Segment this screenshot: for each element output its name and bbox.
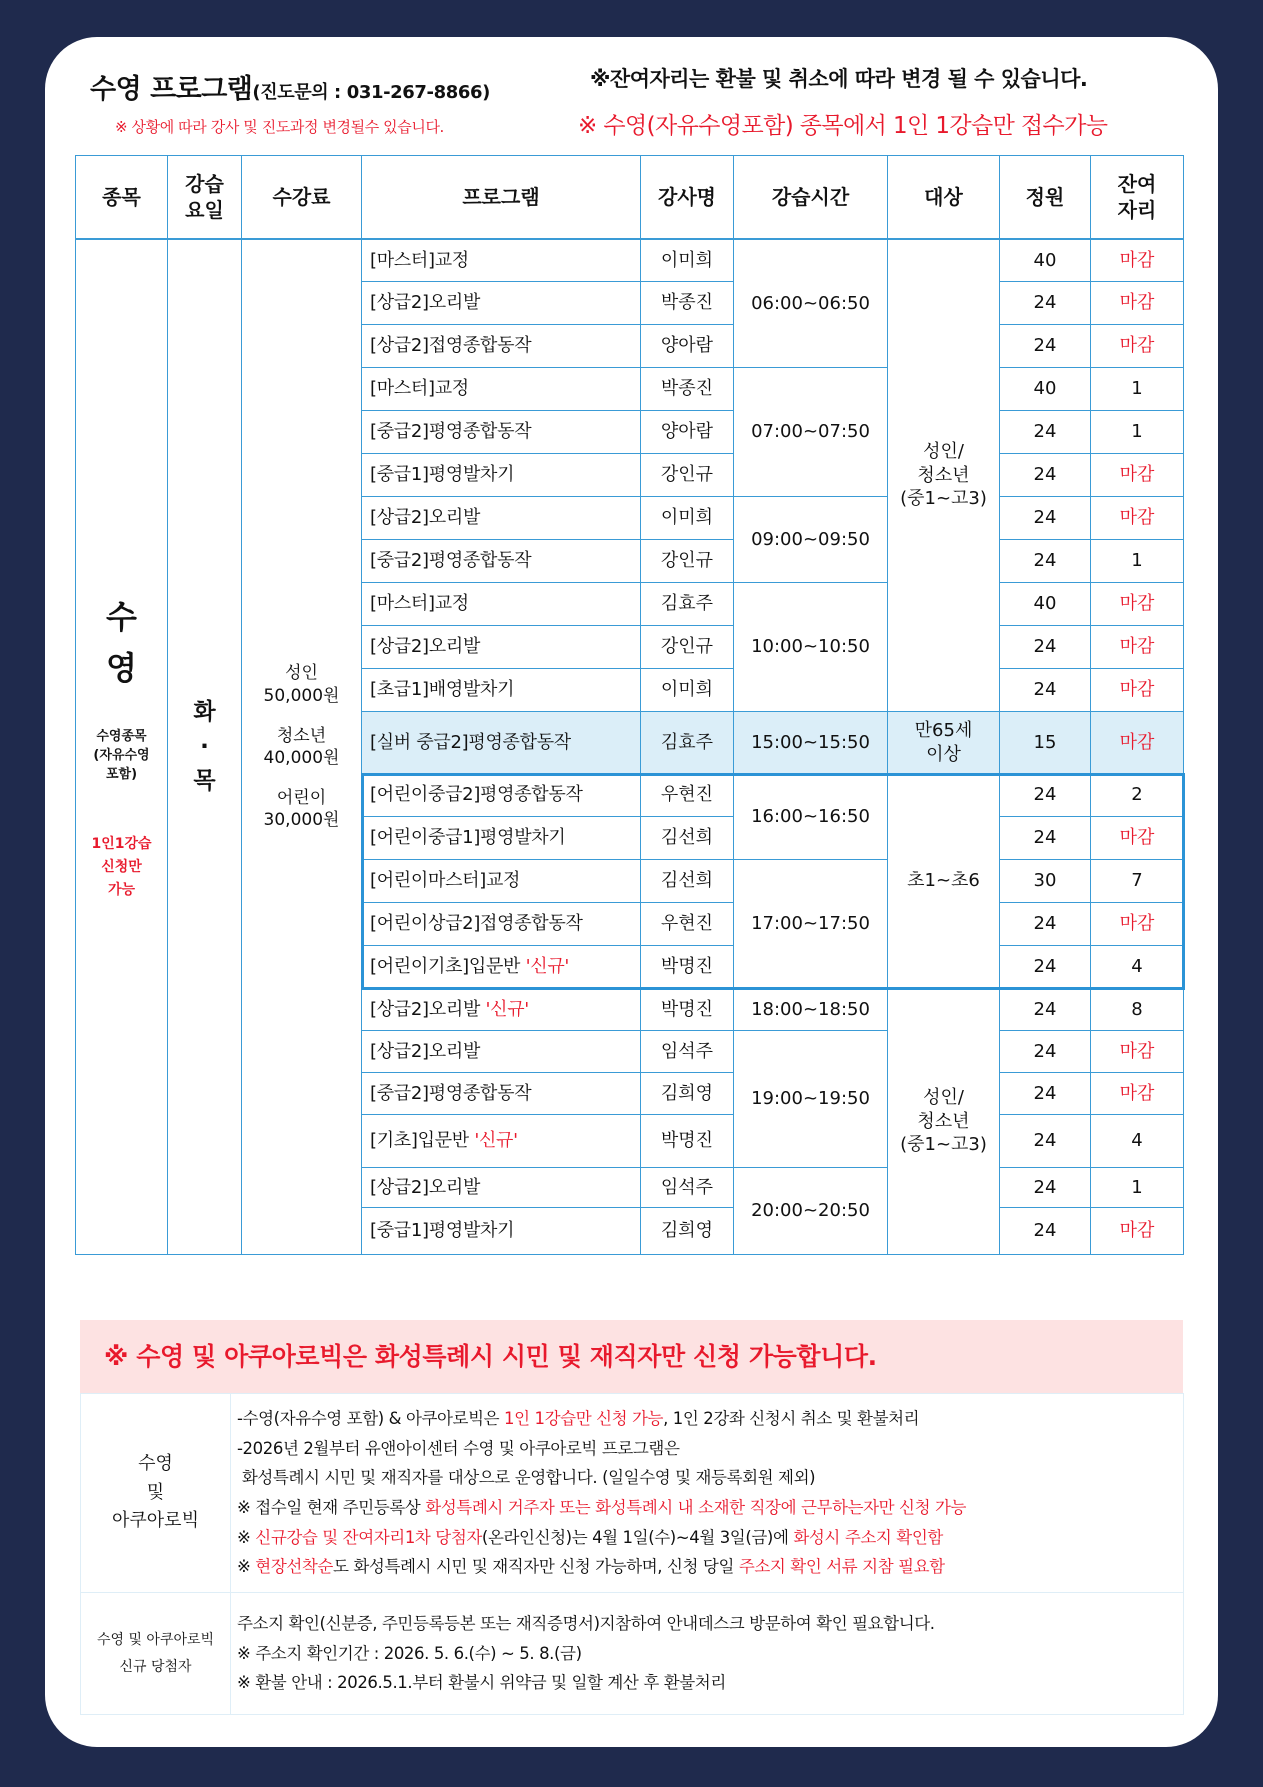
category-cell bbox=[76, 239, 168, 1255]
program-cell: [중급2]평영종합동작 bbox=[362, 540, 641, 583]
program-cell: [마스터]교정 bbox=[362, 368, 641, 411]
schedule-sheet bbox=[45, 37, 1218, 1747]
remaining-cell: 마감 bbox=[1091, 1073, 1184, 1115]
remaining-cell: 마감 bbox=[1091, 282, 1184, 325]
col-header-target: 대상 bbox=[888, 156, 1000, 239]
instructor-cell: 임석주 bbox=[641, 1168, 734, 1208]
remaining-cell: 7 bbox=[1091, 860, 1184, 903]
time-cell: 15:00~15:50 bbox=[734, 712, 888, 774]
capacity-cell: 24 bbox=[1000, 817, 1091, 860]
capacity-cell: 24 bbox=[1000, 1208, 1091, 1255]
remaining-cell: 마감 bbox=[1091, 497, 1184, 540]
target-cell: 성인/ 청소년 (중1~고3) bbox=[888, 239, 1000, 712]
time-cell: 20:00~20:50 bbox=[734, 1168, 888, 1255]
capacity-cell: 24 bbox=[1000, 946, 1091, 989]
program-cell: [상급2]오리발 bbox=[362, 1031, 641, 1073]
program-cell: [중급1]평영발차기 bbox=[362, 1208, 641, 1255]
capacity-cell: 24 bbox=[1000, 626, 1091, 669]
capacity-cell: 40 bbox=[1000, 583, 1091, 626]
instructor-cell: 박명진 bbox=[641, 1115, 734, 1168]
program-cell: [실버 중급2]평영종합동작 bbox=[362, 712, 641, 774]
capacity-cell: 24 bbox=[1000, 325, 1091, 368]
capacity-cell: 40 bbox=[1000, 239, 1091, 282]
program-cell: [중급2]평영종합동작 bbox=[362, 1073, 641, 1115]
fee-youth-label: 청소년 bbox=[276, 725, 327, 746]
program-cell: [중급1]평영발차기 bbox=[362, 454, 641, 497]
fee-child-label: 어린이 bbox=[276, 787, 327, 808]
info-body-new-winners bbox=[231, 1593, 1184, 1715]
capacity-cell: 24 bbox=[1000, 989, 1091, 1031]
info-table bbox=[80, 1393, 1184, 1715]
remaining-cell: 1 bbox=[1091, 368, 1184, 411]
remaining-cell: 2 bbox=[1091, 774, 1184, 817]
program-cell: [상급2]오리발 bbox=[362, 282, 641, 325]
day-separator: · bbox=[200, 733, 209, 760]
col-header-fee: 수강료 bbox=[242, 156, 362, 239]
capacity-cell: 24 bbox=[1000, 540, 1091, 583]
time-cell: 16:00~16:50 bbox=[734, 774, 888, 860]
info-line: ※ 환불 안내 : 2026.5.1.부터 환불시 위약금 및 일할 계산 후 환불처리 bbox=[237, 1673, 726, 1693]
program-cell: [어린이마스터]교정 bbox=[362, 860, 641, 903]
target-cell: 성인/ 청소년 (중1~고3) bbox=[888, 989, 1000, 1255]
program-cell: [중급2]평영종합동작 bbox=[362, 411, 641, 454]
info-label-swim-aqua: 수영 및 아쿠아로빅 bbox=[81, 1394, 231, 1593]
instructor-cell: 김선희 bbox=[641, 817, 734, 860]
time-cell: 09:00~09:50 bbox=[734, 497, 888, 583]
col-header-program: 프로그램 bbox=[362, 156, 641, 239]
instructor-cell: 강인규 bbox=[641, 454, 734, 497]
instructor-cell: 박종진 bbox=[641, 368, 734, 411]
capacity-cell: 24 bbox=[1000, 903, 1091, 946]
category-rule: 1인1강습 신청만 가능 bbox=[91, 835, 152, 898]
fee-child: 30,000원 bbox=[263, 809, 340, 830]
capacity-cell: 24 bbox=[1000, 1168, 1091, 1208]
info-line: -수영(자유수영 포함) & 아쿠아로빅은 1인 1강습만 신청 가능, 1인 2강좌 신청시 취소 및 환불처리 bbox=[237, 1409, 920, 1428]
col-header-category: 종목 bbox=[76, 156, 168, 239]
instructor-cell: 우현진 bbox=[641, 903, 734, 946]
capacity-cell: 24 bbox=[1000, 454, 1091, 497]
program-cell: [상급2]오리발 bbox=[362, 497, 641, 540]
fee-adult: 50,000원 bbox=[263, 685, 340, 706]
time-cell: 19:00~19:50 bbox=[734, 1031, 888, 1168]
time-cell: 07:00~07:50 bbox=[734, 368, 888, 497]
remaining-cell: 8 bbox=[1091, 989, 1184, 1031]
col-header-remaining: 잔여 자리 bbox=[1091, 156, 1184, 239]
page-title bbox=[90, 67, 490, 106]
program-cell: [초급1]배영발차기 bbox=[362, 669, 641, 712]
program-cell: [마스터]교정 bbox=[362, 239, 641, 282]
info-row bbox=[81, 1593, 1184, 1715]
program-cell: [상급2]오리발 bbox=[362, 1168, 641, 1208]
category-name: 수 영 bbox=[106, 597, 137, 687]
instructor-cell: 김효주 bbox=[641, 583, 734, 626]
col-header-time: 강습시간 bbox=[734, 156, 888, 239]
time-cell: 17:00~17:50 bbox=[734, 860, 888, 989]
fee-cell bbox=[242, 239, 362, 1255]
capacity-cell: 15 bbox=[1000, 712, 1091, 774]
target-cell: 초1~초6 bbox=[888, 774, 1000, 989]
day-thu: 목 bbox=[193, 768, 216, 794]
instructor-cell: 임석주 bbox=[641, 1031, 734, 1073]
new-class-tag: '신규' bbox=[485, 998, 529, 1020]
program-cell: [어린이상급2]접영종합동작 bbox=[362, 903, 641, 946]
title-text: 수영 프로그램 bbox=[90, 74, 253, 105]
new-class-tag: '신규' bbox=[525, 956, 570, 978]
instructor-cell: 김희영 bbox=[641, 1208, 734, 1255]
capacity-cell: 24 bbox=[1000, 282, 1091, 325]
remaining-cell: 마감 bbox=[1091, 817, 1184, 860]
remaining-cell: 마감 bbox=[1091, 583, 1184, 626]
col-header-days: 강습 요일 bbox=[168, 156, 242, 239]
instructor-cell: 이미희 bbox=[641, 239, 734, 282]
remaining-cell: 1 bbox=[1091, 1168, 1184, 1208]
capacity-cell: 24 bbox=[1000, 1115, 1091, 1168]
instructor-cell: 이미희 bbox=[641, 497, 734, 540]
capacity-cell: 24 bbox=[1000, 669, 1091, 712]
capacity-cell: 24 bbox=[1000, 1031, 1091, 1073]
day-tue: 화 bbox=[193, 699, 216, 725]
capacity-cell: 24 bbox=[1000, 411, 1091, 454]
capacity-cell: 24 bbox=[1000, 1073, 1091, 1115]
table-header-row bbox=[76, 156, 1184, 239]
instructor-cell: 강인규 bbox=[641, 626, 734, 669]
remaining-cell: 마감 bbox=[1091, 1208, 1184, 1255]
remaining-cell: 마감 bbox=[1091, 626, 1184, 669]
info-body-swim-aqua bbox=[231, 1394, 1184, 1593]
remaining-cell: 마감 bbox=[1091, 712, 1184, 774]
remaining-cell: 마감 bbox=[1091, 669, 1184, 712]
time-cell: 10:00~10:50 bbox=[734, 583, 888, 712]
remaining-cell: 1 bbox=[1091, 540, 1184, 583]
category-note: 수영종목 (자유수영 포함) bbox=[93, 729, 150, 782]
info-label-new-winners: 수영 및 아쿠아로빅 신규 당첨자 bbox=[81, 1593, 231, 1715]
instructor-cell: 김효주 bbox=[641, 712, 734, 774]
program-cell: [상급2]오리발 '신규' bbox=[362, 989, 641, 1031]
info-line: 화성특례시 시민 및 재직자를 대상으로 운영합니다. (일일수영 및 재등록회원 제외) bbox=[237, 1468, 816, 1488]
schedule-table bbox=[75, 155, 1184, 1255]
new-class-tag: '신규' bbox=[474, 1130, 518, 1152]
instructor-cell: 우현진 bbox=[641, 774, 734, 817]
instructor-cell: 양아람 bbox=[641, 325, 734, 368]
instructor-cell: 김희영 bbox=[641, 1073, 734, 1115]
program-cell: [상급2]오리발 bbox=[362, 626, 641, 669]
remaining-cell: 4 bbox=[1091, 946, 1184, 989]
program-cell: [어린이중급1]평영발차기 bbox=[362, 817, 641, 860]
time-cell: 06:00~06:50 bbox=[734, 239, 888, 368]
program-cell: [상급2]접영종합동작 bbox=[362, 325, 641, 368]
remaining-cell: 마감 bbox=[1091, 903, 1184, 946]
info-line: ※ 접수일 현재 주민등록상 화성특례시 거주자 또는 화성특례시 내 소재한 직장에 근무하는자만 신청 가능 bbox=[237, 1498, 967, 1518]
col-header-capacity: 정원 bbox=[1000, 156, 1091, 239]
col-header-instructor: 강사명 bbox=[641, 156, 734, 239]
program-cell: [어린이중급2]평영종합동작 bbox=[362, 774, 641, 817]
instructor-cell: 박종진 bbox=[641, 282, 734, 325]
remaining-cell: 1 bbox=[1091, 411, 1184, 454]
remaining-cell: 마감 bbox=[1091, 454, 1184, 497]
time-cell: 18:00~18:50 bbox=[734, 989, 888, 1031]
fee-youth: 40,000원 bbox=[263, 747, 340, 768]
capacity-cell: 24 bbox=[1000, 497, 1091, 540]
target-cell: 만65세 이상 bbox=[888, 712, 1000, 774]
inquiry-phone: (진도문의 : 031-267-8866) bbox=[252, 82, 490, 103]
remaining-cell: 마감 bbox=[1091, 325, 1184, 368]
instructor-cell: 이미희 bbox=[641, 669, 734, 712]
change-notice: ※ 상황에 따라 강사 및 진도과정 변경될수 있습니다. bbox=[115, 118, 444, 136]
remaining-cell: 마감 bbox=[1091, 1031, 1184, 1073]
info-line: ※ 현장선착순도 화성특례시 시민 및 재직자만 신청 가능하며, 신청 당일 주소지 확인 서류 지참 필요함 bbox=[237, 1557, 945, 1577]
instructor-cell: 강인규 bbox=[641, 540, 734, 583]
eligibility-banner: ※ 수영 및 아쿠아로빅은 화성특례시 시민 및 재직자만 신청 가능합니다. bbox=[80, 1320, 1183, 1393]
table-row bbox=[76, 239, 1184, 282]
info-line: -2026년 2월부터 유앤아이센터 수영 및 아쿠아로빅 프로그램은 bbox=[237, 1438, 680, 1458]
program-cell: [마스터]교정 bbox=[362, 583, 641, 626]
program-cell: [기초]입문반 '신규' bbox=[362, 1115, 641, 1168]
remaining-cell: 마감 bbox=[1091, 239, 1184, 282]
remaining-cell: 4 bbox=[1091, 1115, 1184, 1168]
instructor-cell: 박명진 bbox=[641, 946, 734, 989]
program-cell: [어린이기초]입문반 '신규' bbox=[362, 946, 641, 989]
instructor-cell: 양아람 bbox=[641, 411, 734, 454]
capacity-cell: 24 bbox=[1000, 774, 1091, 817]
fee-adult-label: 성인 bbox=[285, 663, 318, 684]
one-class-notice: ※ 수영(자유수영포함) 종목에서 1인 1강습만 접수가능 bbox=[578, 113, 1108, 139]
info-line: 주소지 확인(신분증, 주민등록등본 또는 재직증명서)지참하여 안내데스크 방문하여 확인 필요합니다. bbox=[237, 1614, 935, 1634]
instructor-cell: 박명진 bbox=[641, 989, 734, 1031]
days-cell bbox=[168, 239, 242, 1255]
capacity-cell: 30 bbox=[1000, 860, 1091, 903]
vacancy-notice: ※잔여자리는 환불 및 취소에 따라 변경 될 수 있습니다. bbox=[590, 67, 1088, 91]
instructor-cell: 김선희 bbox=[641, 860, 734, 903]
info-line: ※ 신규강습 및 잔여자리1차 당첨자(온라인신청)는 4월 1일(수)~4월 3일(금)에 화성시 주소지 확인함 bbox=[237, 1527, 943, 1547]
info-line: ※ 주소지 확인기간 : 2026. 5. 6.(수) ~ 5. 8.(금) bbox=[237, 1643, 582, 1663]
info-row bbox=[81, 1394, 1184, 1593]
capacity-cell: 40 bbox=[1000, 368, 1091, 411]
